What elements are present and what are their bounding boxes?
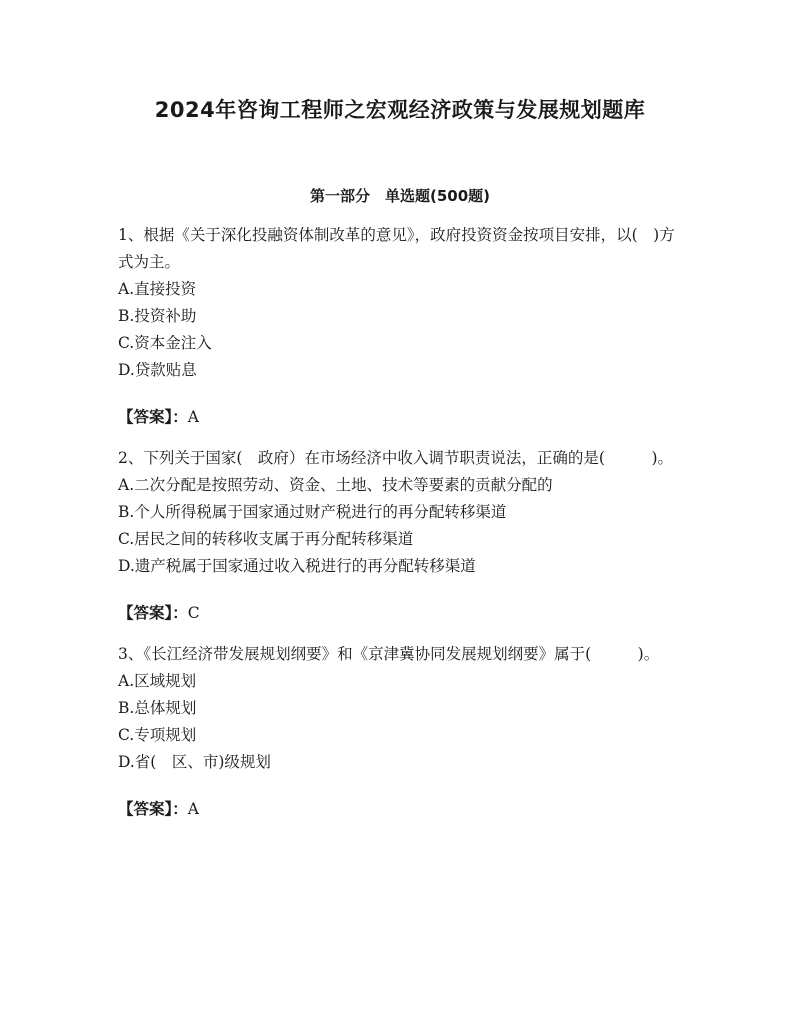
option-list: [118, 276, 684, 384]
answer-line: [118, 796, 684, 823]
option-c: C.资本金注入: [118, 334, 212, 352]
question-item: [118, 641, 684, 823]
question-stem: 1、根据《关于深化投融资体制改革的意见》，政府投资资金按项目安排，以( )方式为主。: [118, 226, 675, 271]
question-stem: 3、《长江经济带发展规划纲要》和《京津冀协同发展规划纲要》属于( )。: [118, 645, 660, 663]
question-item: [118, 445, 684, 627]
question-stem: 2、下列关于国家( 政府）在市场经济中收入调节职责说法，正确的是( )。: [118, 449, 674, 467]
option-a: A.直接投资: [118, 280, 197, 298]
option-d: D.遗产税属于国家通过收入税进行的再分配转移渠道: [118, 557, 476, 575]
answer-label: 【答案】：: [118, 604, 188, 622]
option-b: B.投资补助: [118, 307, 197, 325]
option-b: B.总体规划: [118, 699, 197, 717]
section-heading: 第一部分 单选题(500题): [309, 187, 491, 205]
answer-label: 【答案】：: [118, 800, 188, 818]
answer-line: [118, 600, 684, 627]
option-c: C.居民之间的转移收支属于再分配转移渠道: [118, 530, 414, 548]
option-list: [118, 472, 684, 580]
option-d: D.省( 区、市)级规划: [118, 753, 271, 771]
option-d: D.贷款贴息: [118, 361, 197, 379]
option-a: A.二次分配是按照劳动、资金、土地、技术等要素的贡献分配的: [118, 476, 553, 494]
answer-value: A: [187, 408, 199, 426]
option-list: [118, 668, 684, 776]
answer-line: [118, 404, 684, 431]
document-title: 2024年咨询工程师之宏观经济政策与发展规划题库: [154, 98, 646, 122]
option-a: A.区域规划: [118, 672, 197, 690]
question-list: [118, 222, 684, 837]
option-c: C.专项规划: [118, 726, 197, 744]
question-item: [118, 222, 684, 431]
answer-value: C: [187, 604, 200, 622]
answer-label: 【答案】：: [118, 408, 188, 426]
option-b: B.个人所得税属于国家通过财产税进行的再分配转移渠道: [118, 503, 507, 521]
answer-value: A: [187, 800, 199, 818]
